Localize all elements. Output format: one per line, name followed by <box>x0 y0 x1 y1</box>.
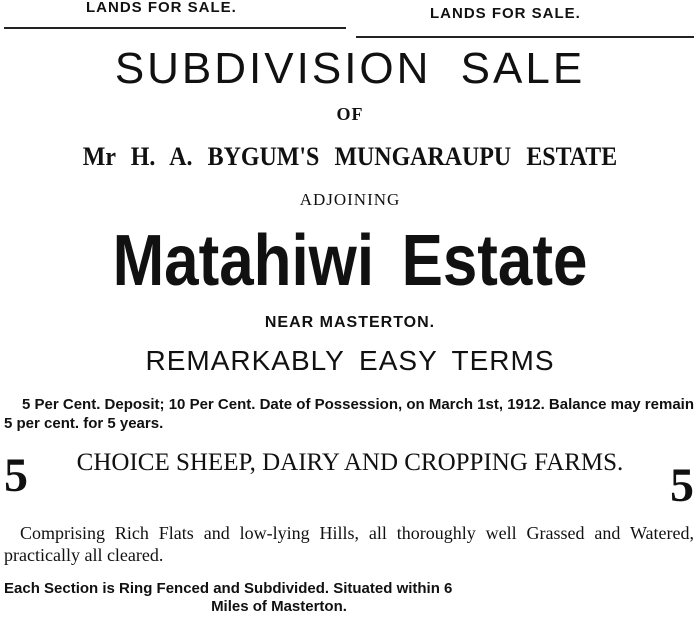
header-rule-left <box>4 27 346 29</box>
farm-description: Comprising Rich Flats and low-lying Hills, all thoroughly well Grassed and Watered, practically all cleared. <box>4 523 694 565</box>
fencing-note-line1: Each Section is Ring Fenced and Subdivided. Situated within 6 <box>4 580 453 597</box>
adjoining-label: ADJOINING <box>299 190 401 209</box>
deposit-terms-text: 5 Per Cent. Deposit; 10 Per Cent. Date of Possession, on March 1st, 1912. Balance may remain 5 per cent. for 5 years. <box>4 396 694 432</box>
farm-count-right: 5 <box>670 459 694 512</box>
estate-name: Matahiwi Estate <box>112 221 588 301</box>
owner-estate-line: Mr H. A. BYGUM'S MUNGARAUPU ESTATE <box>82 142 618 171</box>
advert-of: OF <box>336 104 364 124</box>
terms-heading: REMARKABLY EASY TERMS <box>145 345 555 376</box>
fencing-note-line2: Miles of Masterton. <box>211 598 347 615</box>
header-label-right: LANDS FOR SALE. <box>430 5 581 22</box>
fencing-note <box>4 580 694 616</box>
header-label-left: LANDS FOR SALE. <box>86 0 237 16</box>
header-rule-right <box>356 36 694 38</box>
farms-heading: CHOICE SHEEP, DAIRY AND CROPPING FARMS. <box>76 449 624 476</box>
location-line: NEAR MASTERTON. <box>264 314 436 331</box>
farm-count-left: 5 <box>4 449 28 502</box>
advert-title: SUBDIVISION SALE <box>114 44 586 93</box>
